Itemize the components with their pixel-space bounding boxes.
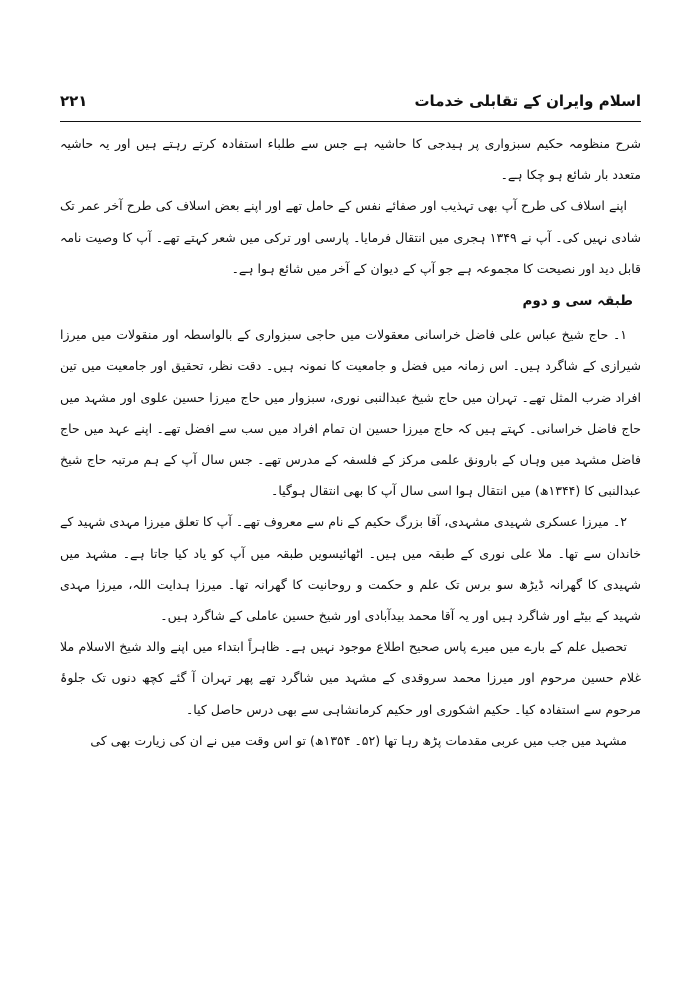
paragraph-education: تحصیل علم کے بارے میں میرے پاس صحیح اطلاع موجود نہیں ہے۔ ظاہراً ابتداء میں اپنے والد شیخ الاسلام ملا غلام حسین مرحوم اور میرزا محمد سروقدی کے مشہد میں شاگرد تھے پھر تہران آ گئے کچھ دنوں تک جلوۂ مرحوم سے استفادہ کیا۔ حکیم اشکوری اور حکیم کرمانشاہی سے بھی درس حاصل کیا۔ [60, 639, 641, 717]
paragraph-mashhad-visit: مشہد میں جب میں عربی مقدمات پڑھ رہا تھا (۵۲۔ ۱۳۵۴ھ) تو اس وقت میں نے ان کی زیارت بھی کی [90, 732, 627, 748]
page-body [60, 128, 641, 756]
page-header [60, 88, 641, 118]
header-rule [60, 121, 641, 122]
paragraph-continuation: شرح منظومہ حکیم سبزواری پر ہیدجی کا حاشیہ ہے جس سے طلباء استفادہ کرتے رہتے ہیں اور یہ حاشیہ متعدد بار شائع ہو چکا ہے۔ [60, 136, 641, 183]
paragraph-hidaji-death: اپنے اسلاف کی طرح آپ بھی تہذیب اور صفائے نفس کے حامل تھے اور اپنے بعض اسلاف کی طرح آخر عمر تک شادی نہیں کی۔ آپ نے ۱۳۴۹ ہجری میں انتقال فرمایا۔ پارسی اور ترکی میں شعر کہتے تھے۔ آپ کا وصیت نامہ قابل دید اور نصیحت کا مجموعہ ہے جو آپ کے دیوان کے آخر میں شائع ہوا ہے۔ [60, 198, 641, 276]
running-title: اسلام وایران کے تقابلی خدمات [414, 92, 641, 110]
page-number: ۲۲۱ [60, 92, 88, 110]
paragraph-mirza-askari: ۲۔ میرزا عسکری شہیدی مشہدی، آقا بزرگ حکیم کے نام سے معروف تھے۔ آپ کا تعلق میرزا مہدی شہید کے خاندان سے تھا۔ ملا علی نوری کے طبقہ میں ہیں۔ اٹھائیسویں طبقہ میں آپ کو یاد کیا جاتا ہے۔ مشہد میں شہیدی کا گھرانہ ڈیڑھ سو برس تک علم و حکمت و روحانیت کا گھرانہ تھا۔ میرزا ہدایت اللہ، میرزا مہدی شہید کے بیٹے اور شاگرد ہیں اور یہ آقا محمد بیدآبادی اور شیخ حسین عاملی کے شاگرد ہیں۔ [60, 514, 641, 624]
section-heading: طبقہ سی و دوم [522, 293, 633, 310]
paragraph-fazil-khorasani: ۱۔ حاج شیخ عباس علی فاضل خراسانی معقولات میں حاجی سبزواری کے بالواسطہ اور منقولات میں میرزا شیرازی کے شاگرد ہیں۔ اس زمانہ میں فضل و جامعیت کا نمونہ ہیں۔ دقت نظر، تحقیق اور جامعیت میں تین افراد ضرب المثل تھے۔ تہران میں حاج شیخ عبدالنبی نوری، سبزوار میں حاج میرزا حسین علوی اور مشہد میں حاج فاضل خراسانی۔ کہتے ہیں کہ حاج میرزا حسین ان تمام افراد میں سب سے افضل تھے۔ اپنے عہد میں حاج فاضل مشہد میں وہاں کے بارونق علمی مرکز کے فلسفہ کے مدرس تھے۔ جس سال آپ کے ہم مرتبہ حاج شیخ عبدالنبی کا (۱۳۴۴ھ) میں انتقال ہوا اسی سال آپ کا بھی انتقال ہوگیا۔ [60, 327, 641, 499]
